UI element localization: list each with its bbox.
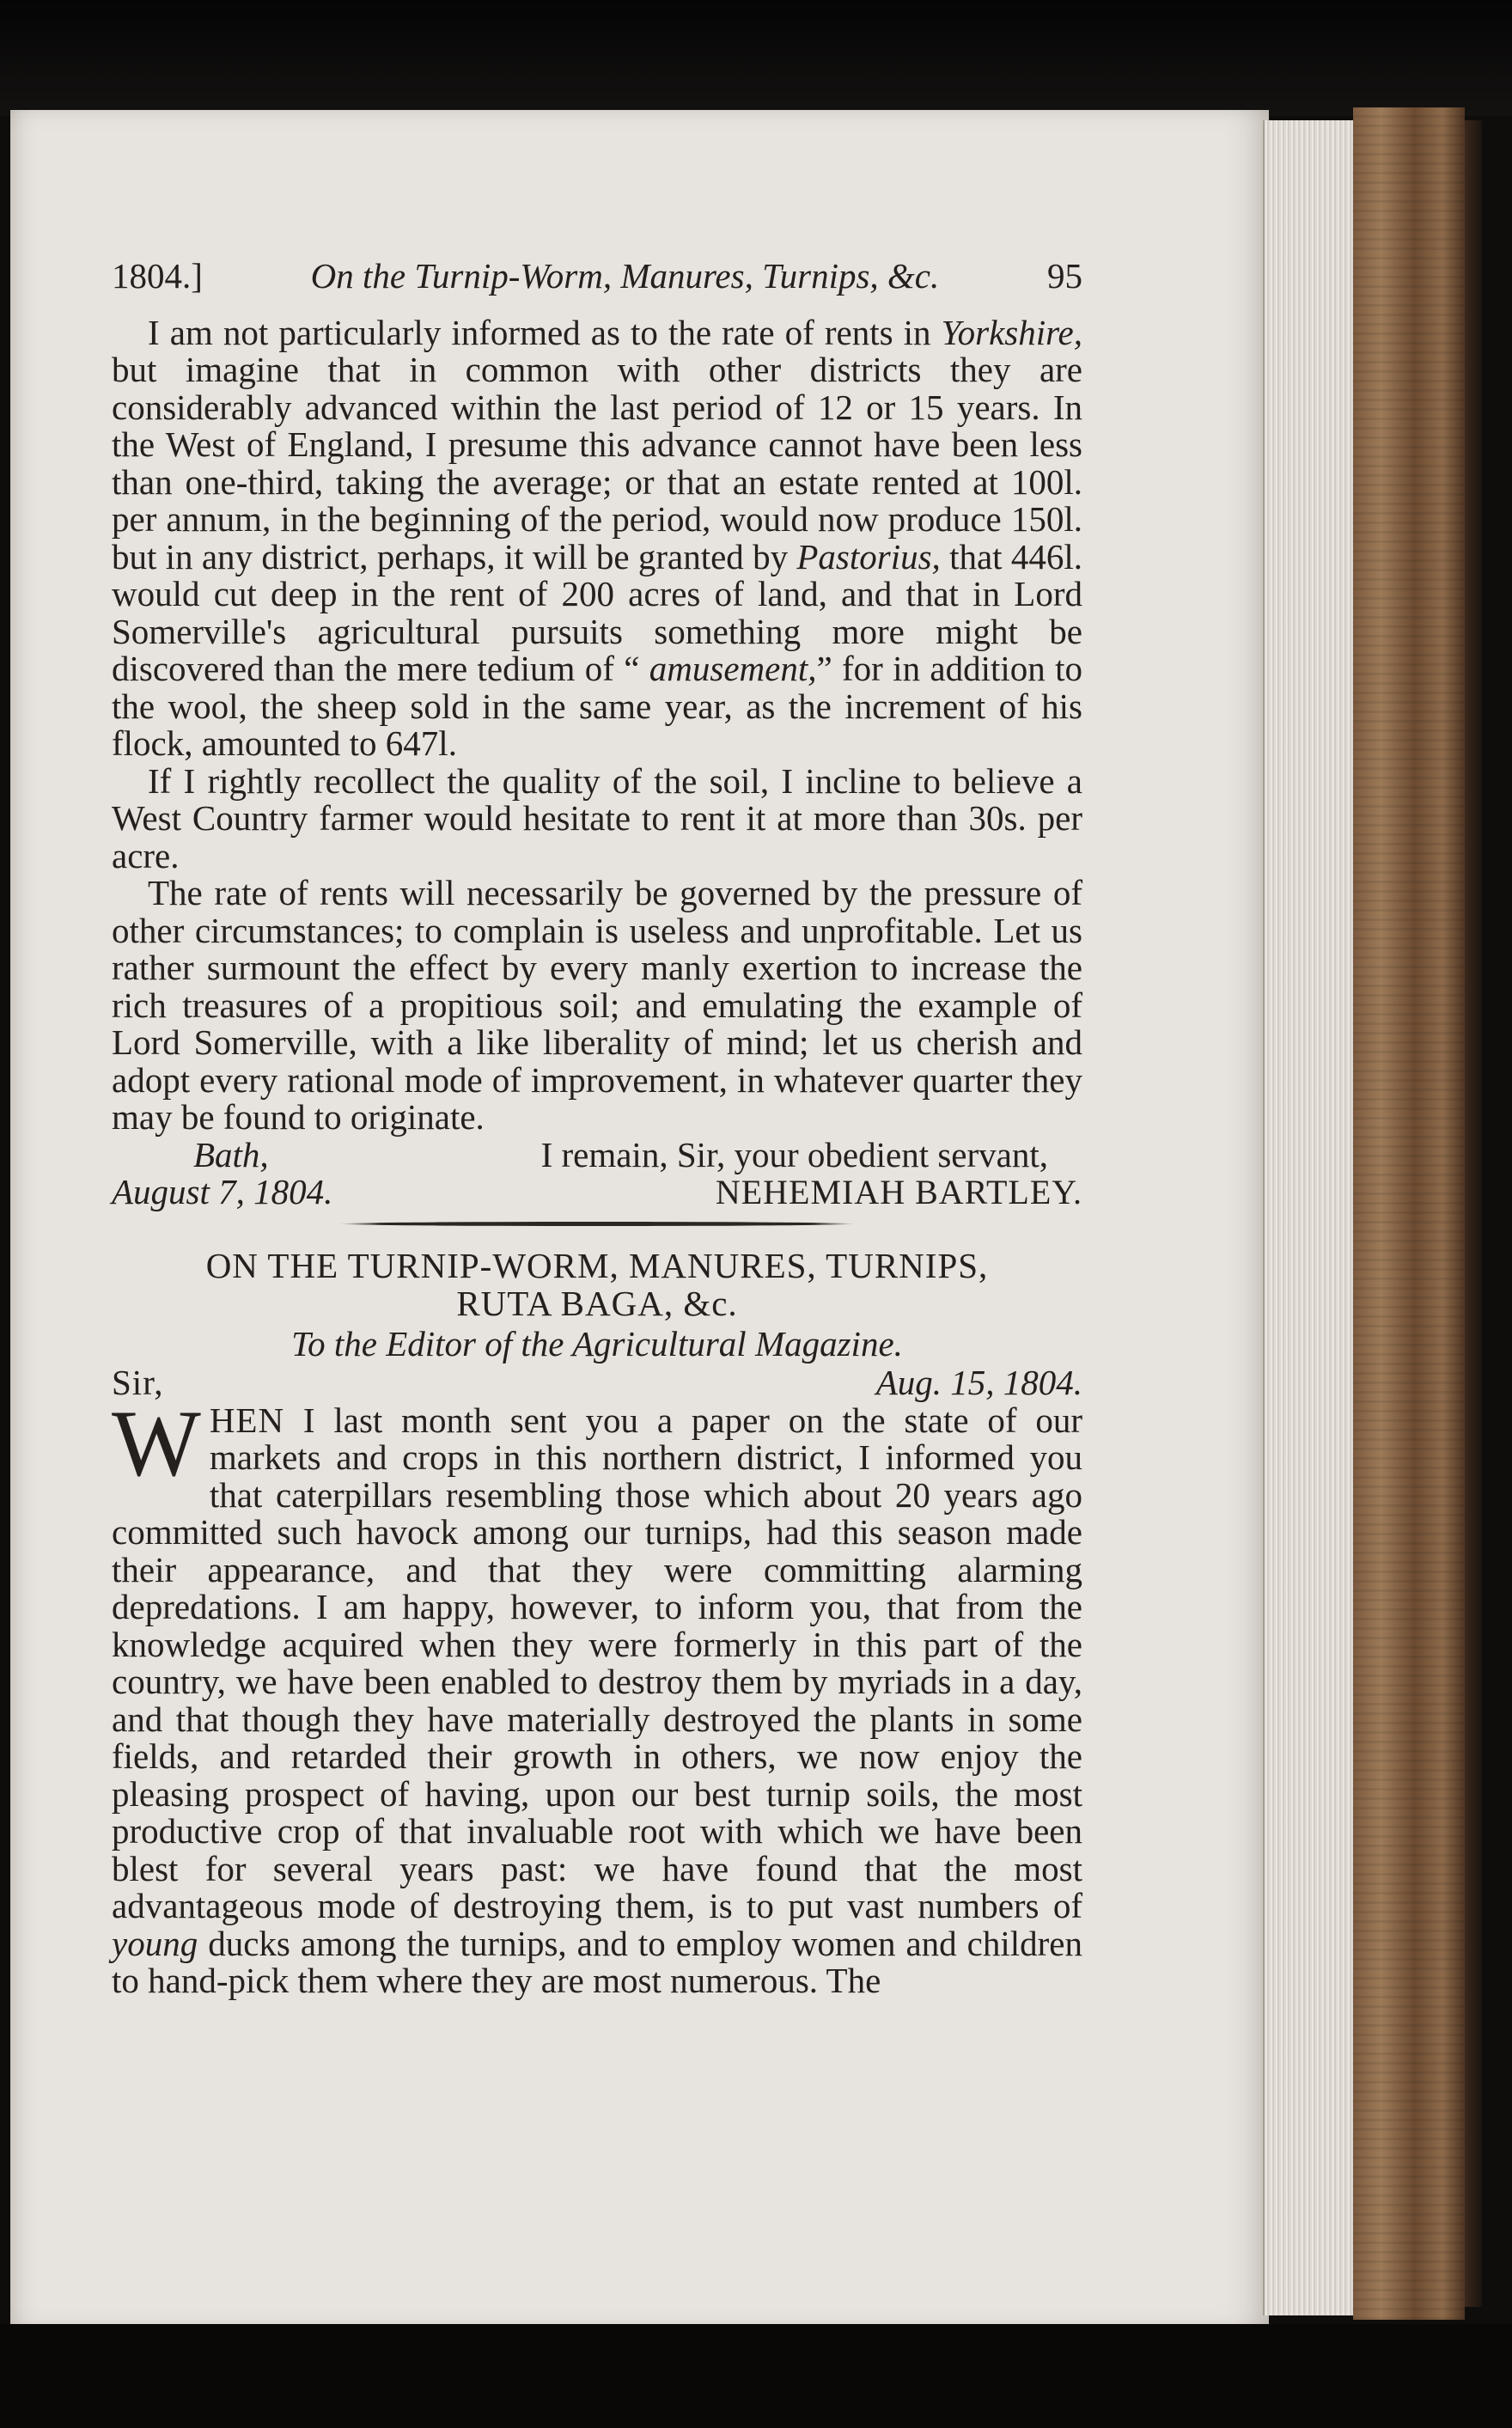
salutation-row	[112, 1364, 1082, 1402]
article-title-line-1: ON THE TURNIP-WORM, MANURES, TURNIPS,	[205, 1245, 989, 1285]
scan-background-bottom	[0, 2324, 1512, 2428]
signature-row-2	[112, 1174, 1082, 1211]
text-run-italic: Yorkshire,	[941, 312, 1082, 352]
text-run: but imagine that in common with other districts they are considerably advanced within the last period of 12 or 15 years. In the West of England, I presume this advance cannot have been less than one-third, taking the average; or that an estate rented at 100l. per annum, in the beginning of the period, would now produce 150l. but in any district, perhaps, it will be granted by	[112, 350, 1082, 576]
signature-place: Bath,	[193, 1134, 269, 1174]
signature-row-1	[112, 1134, 1082, 1174]
header-year: 1804.]	[112, 256, 203, 296]
book-cover-board	[1353, 107, 1465, 2320]
article-title-line-2: RUTA BAGA, &c.	[456, 1283, 738, 1323]
paragraph-1	[112, 314, 1082, 763]
text-run: I am not particularly informed as to the rate of rents in	[148, 312, 942, 352]
page-text	[112, 258, 1082, 2000]
text-run: The rate of rents will necessarily be governed by the pressure of other circumstances; to complain is useless and unprofitable. Let us rather surmount the effect by every manly exertion to increase the rich treasures of a propitious soil; and emulating the example of Lord Somerville, with a like liberality of mind; let us cherish and adopt every rational mode of improvement, in whatever quarter they may be found to originate.	[112, 873, 1082, 1137]
article-addressee: To the Editor of the Agricultural Magazine.	[291, 1323, 903, 1363]
scan-background-top	[0, 0, 1512, 116]
text-run-italic: Pastorius,	[796, 536, 941, 576]
section-divider	[339, 1222, 855, 1226]
text-run: that 446l. would cut deep in the rent of 200 acres of land, and that in Lord Somerville's agricultural pursuits something more might be discovered than the mere tedium of “	[112, 536, 1082, 688]
paragraph-2	[112, 760, 1082, 875]
text-run: ” for in addition to the wool, the sheep sold in the same year, as the increment of his flock, amounted to 647l.	[112, 649, 1082, 763]
text-run: I last month sent you a paper on the state of our markets and crops in this northern district, I informed you that caterpillars resembling those which about 20 years ago committed such havock among our turnips, had this season made their appearance, and that they were committing alarming depredations. I am happy, however, to inform you, that from the knowledge acquired when they were formerly in this part of the country, we have been enabled to destroy them by myriads in a day, and that though they have materially destroyed the plants in some fields, and retarded their growth in others, we now enjoy the pleasing prospect of having, upon our best turnip soils, the most productive crop of that invaluable root with which we have been blest for several years past: we have found that the most advantageous mode of destroying them, is to put vast numbers of	[112, 1400, 1082, 1925]
signature-closing: I remain, Sir, your obedient servant,	[540, 1134, 1048, 1174]
cover-edge	[1465, 120, 1482, 2307]
header-title: On the Turnip-Worm, Manures, Turnips, &c.	[310, 256, 940, 296]
signature-date: August 7, 1804.	[112, 1172, 333, 1211]
page-number: 95	[1047, 256, 1082, 296]
drop-cap: W	[112, 1390, 201, 1496]
text-run-italic: amusement,	[649, 649, 817, 688]
text-run-italic: young	[112, 1923, 198, 1963]
first-words: HEN	[209, 1400, 285, 1440]
running-header	[112, 258, 1082, 296]
salutation: Sir,	[112, 1363, 164, 1402]
text-run: If I rightly recollect the quality of the soil, I incline to believe a West Country farmer would hesitate to rent it at more than 30s. per acre.	[112, 760, 1082, 875]
article-body	[112, 1390, 1082, 2000]
page-edges	[1263, 120, 1355, 2315]
signature-name: NEHEMIAH BARTLEY.	[715, 1173, 1082, 1211]
letter-date: Aug. 15, 1804.	[875, 1363, 1082, 1402]
text-run: ducks among the turnips, and to employ women and children to hand-pick them where they are most numerous. The	[112, 1923, 1082, 2000]
paragraph-3	[112, 875, 1082, 1137]
